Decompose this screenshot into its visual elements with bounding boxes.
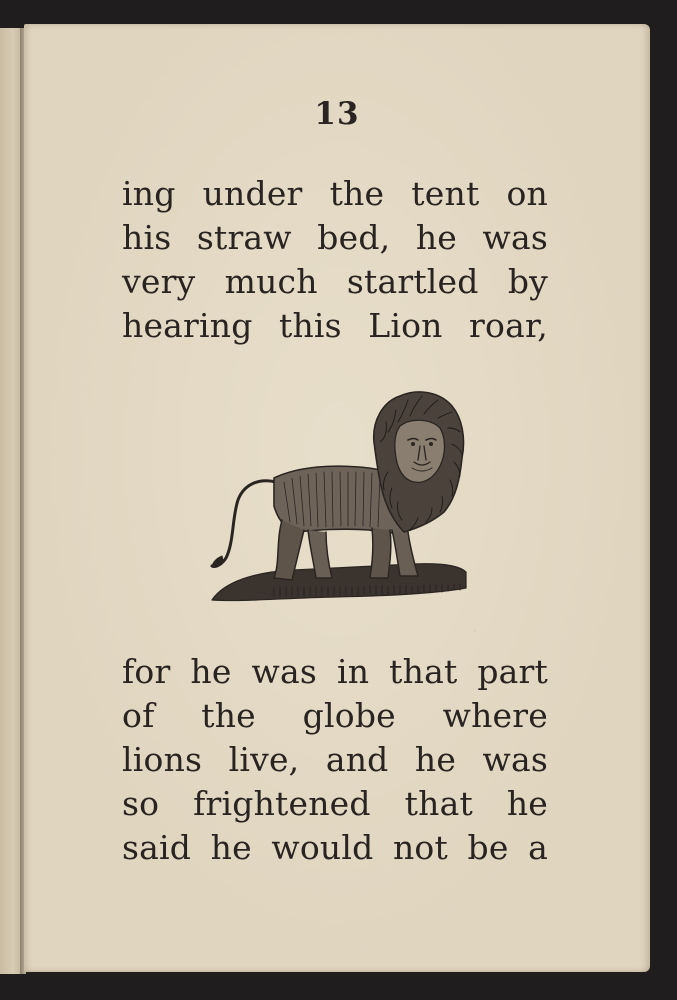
text-block-top (122, 172, 548, 348)
text-line: so frightened that he (122, 784, 548, 823)
lion-front-leg (370, 528, 391, 578)
lion-tail (212, 481, 276, 567)
book-page (24, 24, 650, 972)
text-line: lions live, and he was (122, 740, 548, 779)
lion-illustration (204, 382, 472, 612)
text-line: for he was in that part (122, 652, 548, 691)
text-line: ing under the tent on (122, 174, 548, 213)
text-line: very much startled by (122, 262, 548, 301)
ground-rock (212, 564, 466, 601)
text-line: said he would not be a (122, 828, 548, 867)
text-line: hearing this Lion roar, (122, 306, 548, 345)
text-block-bottom (122, 650, 548, 870)
page-number: 13 (314, 96, 360, 132)
text-line: his straw bed, he was (122, 218, 548, 257)
text-line: of the globe where (122, 696, 548, 735)
